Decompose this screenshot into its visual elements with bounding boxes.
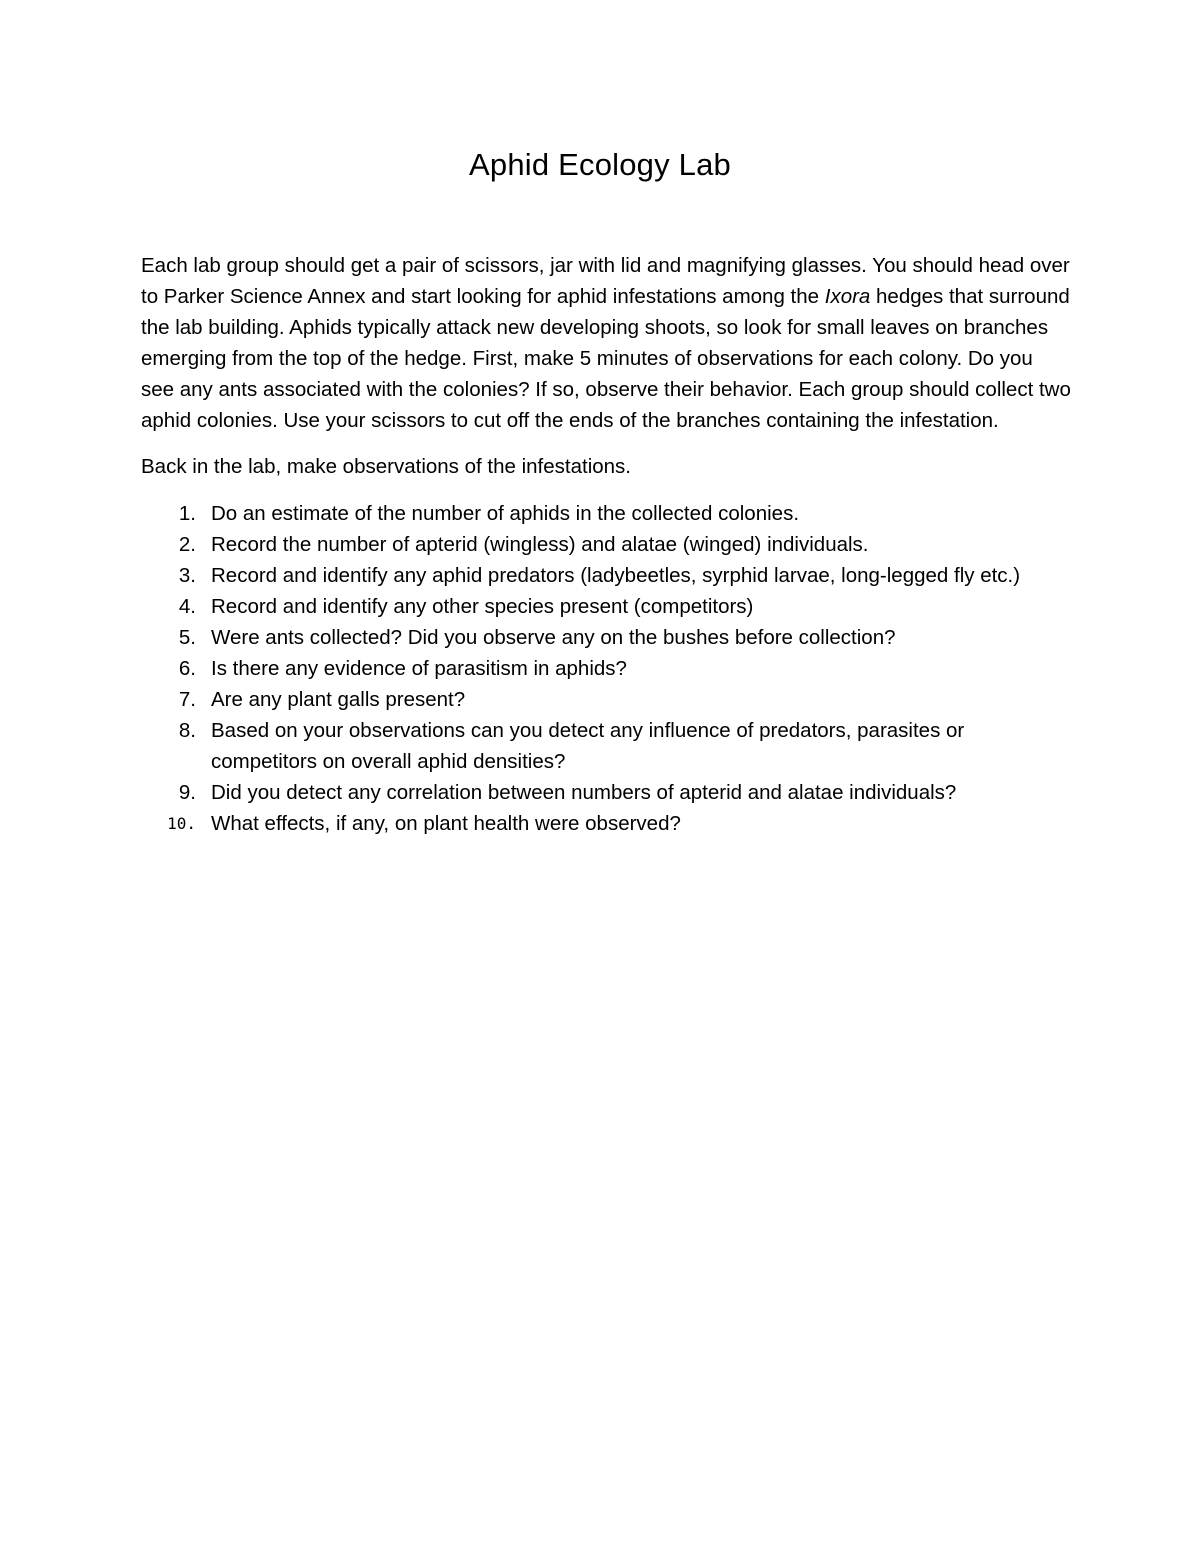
list-item-number: 8. <box>178 719 196 742</box>
steps-list <box>141 498 1071 839</box>
list-item <box>141 591 1071 622</box>
list-item-text: Record and identify any aphid predators (ladybeetles, syrphid larvae, long-legged fly etc.) <box>211 564 1021 587</box>
document-title: Aphid Ecology Lab <box>469 147 731 182</box>
list-item <box>141 684 1071 715</box>
list-item-number: 9. <box>178 781 196 804</box>
intro-paragraph <box>141 250 1071 436</box>
list-item-text: Record and identify any other species present (competitors) <box>211 595 754 618</box>
list-item-number: 2. <box>178 533 196 556</box>
list-item <box>141 622 1071 653</box>
list-item-number: 5. <box>178 626 196 649</box>
list-item <box>141 529 1071 560</box>
list-item-number: 7. <box>178 688 196 711</box>
intro-text-part-2: hedges that surround the lab building. Aphids typically attack new developing shoots, so look for small leaves on branches emerging from the top of the hedge. First, make 5 minutes of observations for each colony. Do you see any ants associated with the colonies? If so, observe their behavior. Each group should collect two aphid colonies. Use your scissors to cut off the ends of the branches containing the infestation. <box>141 285 1071 432</box>
list-item-text: Record the number of apterid (wingless) and alatae (winged) individuals. <box>211 533 869 556</box>
list-item-text: Do an estimate of the number of aphids in the collected colonies. <box>211 502 800 525</box>
italic-term: Ixora <box>824 285 871 308</box>
list-item <box>141 777 1071 808</box>
list-item-number: 4. <box>178 595 196 618</box>
intro-text-part-1: Each lab group should get a pair of scissors, jar with lid and magnifying glasses. You should head over to Parker Science Annex and start looking for aphid infestations among the <box>141 254 1070 308</box>
list-item <box>141 715 1071 777</box>
document-body <box>141 250 1071 839</box>
list-item-text: What effects, if any, on plant health were observed? <box>211 812 681 835</box>
list-item-text: Did you detect any correlation between numbers of apterid and alatae individuals? <box>211 781 957 804</box>
list-item <box>141 498 1071 529</box>
list-item-text: Are any plant galls present? <box>211 688 466 711</box>
list-item <box>141 653 1071 684</box>
list-item-number: 3. <box>178 564 196 587</box>
list-item-number: 1. <box>178 502 196 525</box>
list-item-text: Is there any evidence of parasitism in aphids? <box>211 657 627 680</box>
list-item <box>141 560 1071 591</box>
second-paragraph: Back in the lab, make observations of the infestations. <box>141 455 631 478</box>
list-item-text: Based on your observations can you detect any influence of predators, parasites or competitors on overall aphid densities? <box>211 719 965 773</box>
list-item-text: Were ants collected? Did you observe any on the bushes before collection? <box>211 626 896 649</box>
list-item <box>141 808 1071 839</box>
list-item-number: 6. <box>178 657 196 680</box>
list-item-number: 10. <box>167 814 196 833</box>
